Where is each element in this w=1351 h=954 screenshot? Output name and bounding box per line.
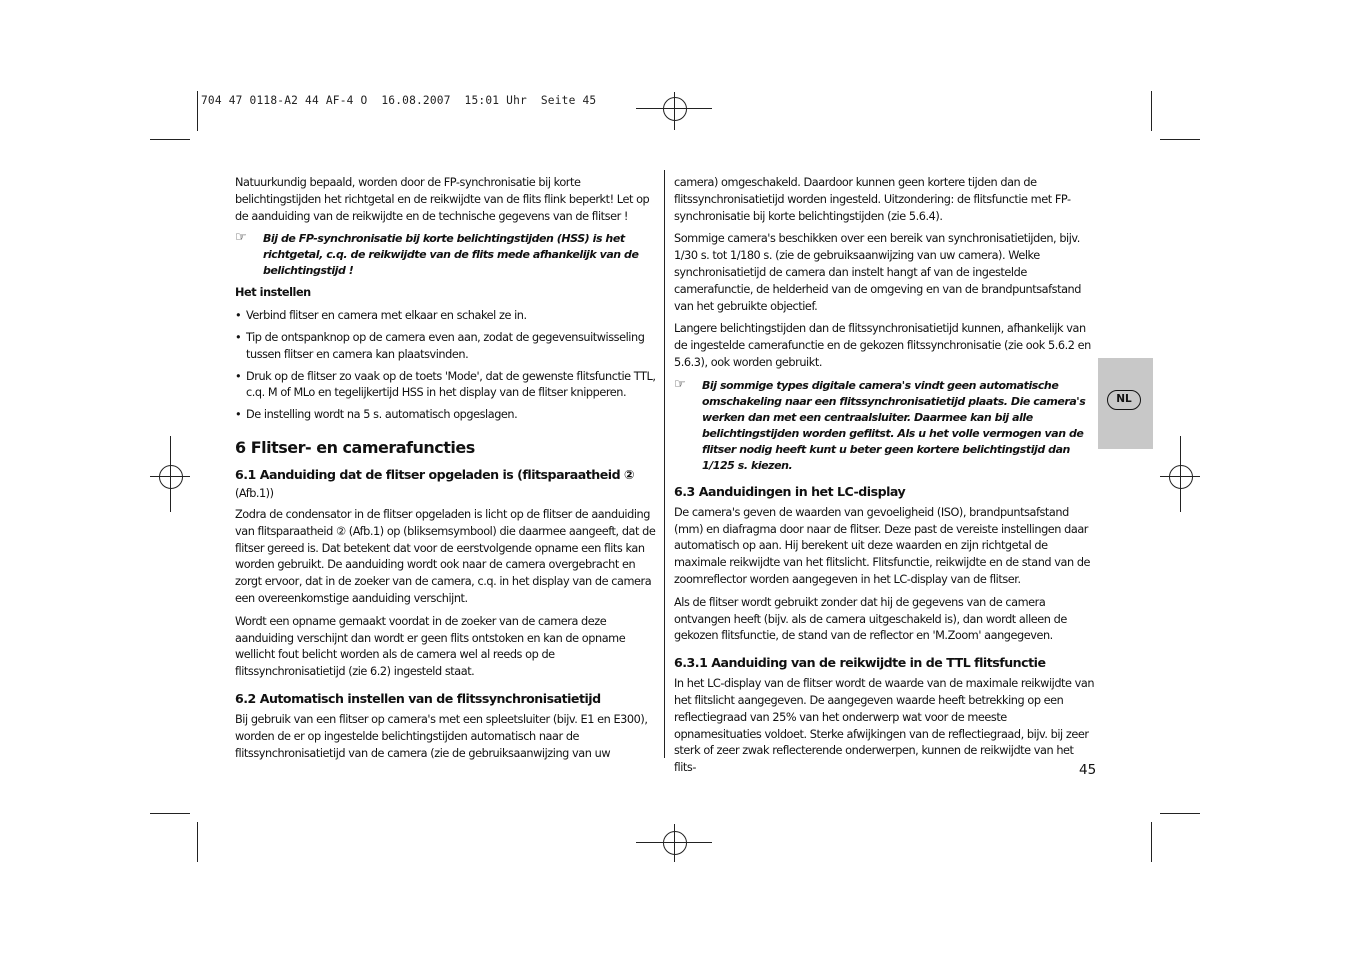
print-header: 704 47 0118-A2 44 AF-4 O 16.08.2007 15:01 Uhr Seite 45 xyxy=(201,94,597,107)
section-6-3-title: 6.3 Aanduidingen in het LC-display xyxy=(674,483,906,499)
section-6-2-paragraph: Bij gebruik van een flitser op camera's met een spleetsluiter (bijv. E1 en E300), worden de er op ingestelde belichtingstijden automatisch naar de flitssynchronisatietijd van de camera (zie de gebruiksaanwijzing van uw xyxy=(235,712,648,760)
right-column xyxy=(674,175,1097,783)
section-6-1-title-text: 6.1 Aanduiding dat de flitser opgeladen is (flitsparaatheid ② xyxy=(235,466,635,482)
note-text: Bij de FP-synchronisatie bij korte belichtingstijden (HSS) is het richtgetal, c.q. de reikwijdte van de flits mede afhankelijk van de belichtingstijd ! xyxy=(263,232,639,278)
pointing-hand-icon: ☞ xyxy=(235,230,247,246)
section-6-2-title: 6.2 Automatisch instellen van de flitssynchronisatietijd xyxy=(235,690,601,706)
pointing-hand-icon: ☞ xyxy=(674,376,686,392)
settings-heading: Het instellen xyxy=(235,286,311,300)
language-tab xyxy=(1098,358,1153,449)
note-text: Bij sommige types digitale camera's vindt geen automatische omschakeling naar een flitssynchronisatietijd plaats. Die camera's werken dan met een centraalsluiter. Daarmee kan bij alle belichtingstijden worden geflitst. Als u het volle vermogen van de flitser nodig heeft kunt u beter geen kortere belichtingstijd dan 1/125 s. kiezen. xyxy=(702,378,1086,472)
section-6-3-paragraph: Als de flitser wordt gebruikt zonder dat hij de gegevens van de camera ontvangen heeft (bijv. als de camera uitgeschakeld is), dan wordt alleen de gekozen flitsfunctie, de stand van de reflector en 'M.Zoom' aangegeven. xyxy=(674,595,1067,643)
section-6-3-1-title: 6.3.1 Aanduiding van de reikwijdte in de TTL flitsfunctie xyxy=(674,655,1046,671)
section-6-1-title xyxy=(235,466,660,502)
section-6-1-title-ref: (Afb.1)) xyxy=(235,486,274,500)
column-divider xyxy=(664,170,665,758)
section-6-title: 6 Flitser- en camerafuncties xyxy=(235,437,475,457)
paragraph: Sommige camera's beschikken over een bereik van synchronisatietijden, bijv. 1/30 s. tot 1/180 s. (zie de gebruiksaanwijzing van uw camera). Welke synchronisatietijd de camera dan instelt hangt af van de ingestelde camerafunctie, de helderheid van de omgeving en van de brandpuntsafstand van het gebruikte objectief. xyxy=(674,232,1081,313)
section-6-3-1-paragraph: In het LC-display van de flitser wordt de waarde van de maximale reikwijdte van het flitslicht aangegeven. De aangegeven waarde heeft betrekking op een reflectiegraad van 25% van het onderwerp wat voor de meeste opnamesituaties voldoet. Sterke afwijkingen van de reflectiegraad, bijv. bij zeer sterk of zeer zwak reflecterende onderwerpen, kunnen de reikwijdte van het flits- xyxy=(674,677,1095,775)
note-digital-camera xyxy=(674,378,1097,474)
list-item: • Verbind flitser en camera met elkaar en schakel ze in. xyxy=(235,308,660,325)
section-6-1-paragraph: Wordt een opname gemaakt voordat in de zoeker van de camera deze aanduiding verschijnt dan wordt er geen flits ontstoken en kan de opname wellicht fout belicht worden als de camera wel al reeds op de flitssynchronisatietijd (zie 6.2) ingesteld staat. xyxy=(235,614,626,679)
list-item: • Tip de ontspanknop op de camera even aan, zodat de gegevensuitwisseling tussen flitser en camera kan plaatsvinden. xyxy=(235,330,660,364)
intro-paragraph: Natuurkundig bepaald, worden door de FP-synchronisatie bij korte belichtingstijden het richtgetal en de reikwijdte van de flits flink beperkt! Let op de aanduiding van de reikwijdte en de technische gegevens van de flitser ! xyxy=(235,176,650,223)
language-badge: NL xyxy=(1107,390,1141,410)
left-column xyxy=(235,175,660,768)
settings-list xyxy=(235,308,660,424)
page-number: 45 xyxy=(1079,762,1097,778)
list-item: • Druk op de flitser zo vaak op de toets 'Mode', dat de gewenste flitsfunctie TTL, c.q. M of MLo en tegelijkertijd HSS in het display van de flitser knipperen. xyxy=(235,369,660,403)
paragraph: Langere belichtingstijden dan de flitssynchronisatietijd kunnen, afhankelijk van de ingestelde camerafunctie en de gekozen flitssynchronisatie (zie ook 5.6.2 en 5.6.3), ook worden gebruikt. xyxy=(674,322,1091,369)
list-item: • De instelling wordt na 5 s. automatisch opgeslagen. xyxy=(235,407,660,424)
paragraph: camera) omgeschakeld. Daardoor kunnen geen kortere tijden dan de flitssynchronisatietijd worden ingesteld. Uitzondering: de flitsfunctie met FP-synchronisatie bij korte belichtingstijden (zie 5.6.4). xyxy=(674,176,1071,223)
section-6-1-paragraph: Zodra de condensator in de flitser opgeladen is licht op de flitser de aanduiding van flitsparaatheid ② (Afb.1) op (bliksemsymbool) die daarmee aangeeft, dat de flitser gereed is. Dat betekent dat voor de eerstvolgende opname een flits kan worden gebruikt. De aanduiding wordt ook naar de camera overgebracht en zorgt ervoor, dat in de zoeker van de camera, c.q. in het display van de camera een overeenkomstige aanduiding verschijnt. xyxy=(235,507,656,605)
section-6-3-paragraph: De camera's geven de waarden van gevoeligheid (ISO), brandpuntsafstand (mm) en diafragma door naar de flitser. Deze past de vereiste instellingen daar automatisch op aan. Hij berekent uit deze waarden en zijn richtgetal de maximale reikwijdte van het flitslicht. Flitsfunctie, reikwijdte en de stand van de zoomreflector worden aangegeven in het LC-display van de flitser. xyxy=(674,505,1091,586)
note-hss xyxy=(235,231,660,279)
